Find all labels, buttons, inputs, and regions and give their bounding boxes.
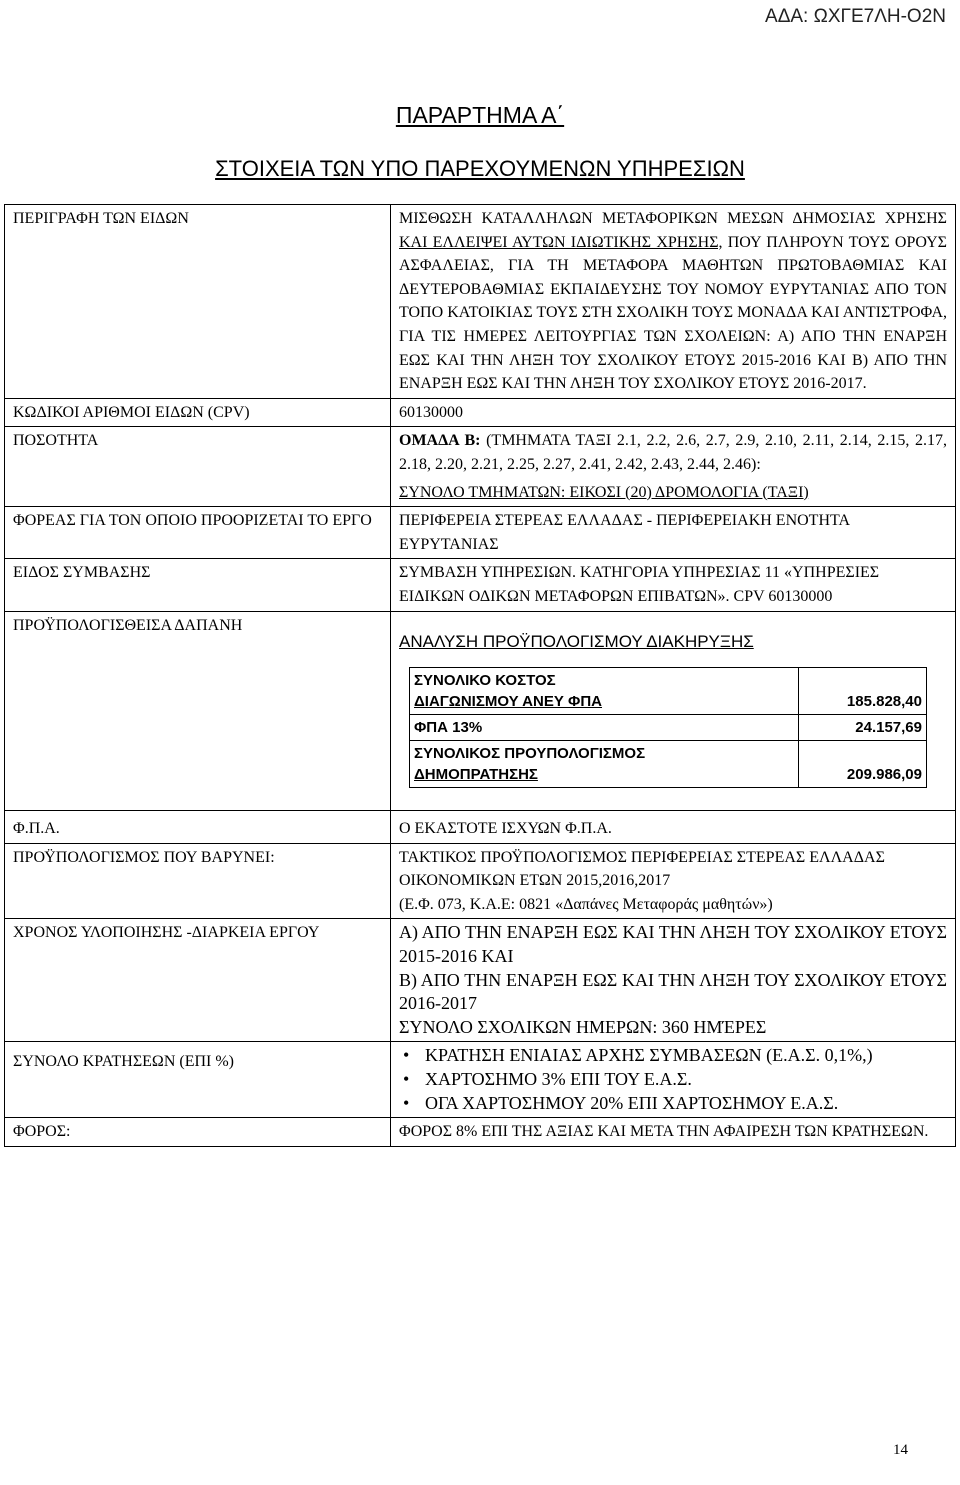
duration-a: Α) ΑΠΟ ΤΗΝ ΕΝΑΡΞΗ ΕΩΣ ΚΑΙ ΤΗΝ ΛΗΞΗ ΤΟΥ ΣΧΟΛΙΚΟΥ ΕΤΟΥΣ 2015-2016 ΚΑΙ — [399, 922, 947, 967]
budget-label: ΠΡΟΫΠΟΛΟΓΙΣΘΕΙΣΑ ΔΑΠΑΝΗ — [5, 611, 391, 811]
description-part3: ΠΟΥ ΠΛΗΡΟΥΝ ΤΟΥΣ ΟΡΟΥΣ ΑΣΦΑΛΕΙΑΣ, ΓΙΑ ΤΗ ΜΕΤΑΦΟΡΑ ΜΑΘΗΤΩΝ ΠΡΩΤΟΒΑΘΜΙΑΣ ΚΑΙ ΔΕΥΤΕΡΟΒΑΘΜΙΑΣ ΕΚΠΑΙΔΕΥΣΗΣ ΤΟΥ ΝΟΜΟΥ ΕΥΡΥΤΑΝΙΑΣ ΑΠΟ ΤΟΝ ΤΟΠΟ ΚΑΤΟΙΚΙΑΣ ΤΟΥΣ ΣΤΗ ΣΧΟΛΙΚΗ ΤΟΥΣ ΜΟΝΑΔΑ ΚΑΙ ΑΝΤΙΣΤΡΟΦΑ, ΓΙΑ ΤΙΣ ΗΜΕΡΕΣ ΛΕΙΤΟΥΡΓΙΑΣ ΤΩΝ ΣΧΟΛΕΙΩΝ: Α) ΑΠΟ ΤΗΝ ΕΝΑΡΞΗ ΕΩΣ ΚΑΙ ΤΗΝ ΛΗΞΗ ΤΟΥ ΣΧΟΛΙΚΟΥ ΕΤΟΥΣ 2015-2016 ΚΑΙ Β) ΑΠΟ ΤΗΝ ΕΝΑΡΞΗ ΕΩΣ ΚΑΙ ΤΗΝ ΛΗΞΗ ΤΟΥ ΣΧΟΛΙΚΟΥ ΕΤΟΥΣ 2016-2017. — [399, 233, 947, 393]
row-vat — [5, 811, 956, 844]
withholdings-value — [391, 1042, 956, 1118]
cost-net-label-1: ΣΥΝΟΛΙΚΟ ΚΟΣΤΟΣ — [414, 672, 556, 690]
row-description — [5, 205, 956, 399]
contract-value: ΣΥΜΒΑΣΗ ΥΠΗΡΕΣΙΩΝ. ΚΑΤΗΓΟΡΙΑ ΥΠΗΡΕΣΙΑΣ 11 «ΥΠΗΡΕΣΙΕΣ ΕΙΔΙΚΩΝ ΟΔΙΚΩΝ ΜΕΤΑΦΟΡΩΝ ΕΠΙΒΑΤΩΝ». CPV 60130000 — [391, 559, 956, 611]
cost-total-label-1: ΣΥΝΟΛΙΚΟΣ ΠΡΟΥΠΟΛΟΓΙΣΜΟΣ — [414, 745, 646, 763]
row-withholdings — [5, 1042, 956, 1118]
budget-value — [391, 611, 956, 811]
row-contract — [5, 559, 956, 611]
duration-label: ΧΡΟΝΟΣ ΥΛΟΠΟΙΗΣΗΣ -ΔΙΑΡΚΕΙΑ ΕΡΓΟΥ — [5, 919, 391, 1042]
row-cpv — [5, 398, 956, 427]
cost-row-vat — [410, 715, 927, 741]
row-duration — [5, 919, 956, 1042]
duration-value — [391, 919, 956, 1042]
ada-code: ΑΔΑ: ΩΧΓΕ7ΛΗ-Ο2Ν — [765, 6, 946, 27]
cost-total-label-2: ΔΗΜΟΠΡΑΤΗΣΗΣ — [414, 766, 538, 784]
body-label: ΦΟΡΕΑΣ ΓΙΑ ΤΟΝ ΟΠΟΙΟ ΠΡΟΟΡΙΖΕΤΑΙ ΤΟ ΕΡΓΟ — [5, 507, 391, 559]
duration-total: ΣΥΝΟΛΟ ΣΧΟΛΙΚΩΝ ΗΜΕΡΩΝ: 360 ΗΜΈΡΕΣ — [399, 1016, 767, 1037]
quantity-group: ΟΜΑΔΑ Β: — [399, 432, 481, 450]
page-number: 14 — [893, 1442, 908, 1458]
body-value: ΠΕΡΙΦΕΡΕΙΑ ΣΤΕΡΕΑΣ ΕΛΛΑΔΑΣ - ΠΕΡΙΦΕΡΕΙΑΚΗ ΕΝΟΤΗΤΑ ΕΥΡΥΤΑΝΙΑΣ — [391, 507, 956, 559]
cost-net-value: 185.828,40 — [799, 668, 927, 715]
annex-title: ΠΑΡΑΡΤΗΜΑ Α΄ — [395, 102, 565, 128]
charged-label: ΠΡΟΫΠΟΛΟΓΙΣΜΟΣ ΠΟΥ ΒΑΡΥΝΕΙ: — [5, 843, 391, 919]
row-tax — [5, 1118, 956, 1147]
quantity-text: (ΤΜΗΜΑΤΑ ΤΑΞΙ 2.1, 2.2, 2.6, 2.7, 2.9, 2.10, 2.11, 2.14, 2.15, 2.17, 2.18, 2.20, 2.21, 2.25, 2.27, 2.41, 2.42, 2.43, 2.44, 2.46): — [399, 432, 947, 473]
cost-net-label — [410, 668, 799, 715]
description-part1: ΜΙΣΘΩΣΗ ΚΑΤΑΛΛΗΛΩΝ ΜΕΤΑΦΟΡΙΚΩΝ ΜΕΣΩΝ ΔΗΜΟΣΙΑΣ ΧΡΗΣΗΣ — [399, 210, 947, 227]
withholding-item: • ΧΑΡΤΟΣΗΜΟ 3% ΕΠΙ ΤΟΥ Ε.Α.Σ. — [421, 1068, 947, 1092]
annex-subtitle: ΣΤΟΙΧΕΙΑ ΤΩΝ ΥΠΟ ΠΑΡΕΧΟΥΜΕΝΩΝ ΥΠΗΡΕΣΙΩΝ — [215, 156, 745, 181]
cost-net-label-2: ΔΙΑΓΩΝΙΣΜΟΥ ΑΝΕΥ ΦΠΑ — [414, 693, 603, 711]
cpv-label: ΚΩΔΙΚΟΙ ΑΡΙΘΜΟΙ ΕΙΔΩΝ (CPV) — [5, 398, 391, 427]
row-body — [5, 507, 956, 559]
description-label: ΠΕΡΙΓΡΑΦΗ ΤΩΝ ΕΙΔΩΝ — [5, 205, 391, 399]
quantity-value — [391, 427, 956, 507]
tax-value: ΦΟΡΟΣ 8% ΕΠΙ ΤΗΣ ΑΞΙΑΣ ΚΑΙ ΜΕΤΑ ΤΗΝ ΑΦΑΙΡΕΣΗ ΤΩΝ ΚΡΑΤΗΣΕΩΝ. — [391, 1118, 956, 1147]
quantity-total: ΣΥΝΟΛΟ ΤΜΗΜΑΤΩΝ: ΕΙΚΟΣΙ (20) ΔΡΟΜΟΛΟΓΙΑ (ΤΑΞΙ) — [399, 483, 809, 501]
row-budget — [5, 611, 956, 811]
vat-value: Ο ΕΚΑΣΤΟΤΕ ΙΣΧΥΩΝ Φ.Π.Α. — [391, 811, 956, 844]
cost-total-label — [410, 741, 799, 788]
vat-label: Φ.Π.Α. — [5, 811, 391, 844]
cost-row-net — [410, 668, 927, 715]
charged-value-2: (Ε.Φ. 073, Κ.Α.Ε: 0821 «Δαπάνες Μεταφοράς μαθητών») — [399, 895, 773, 913]
charged-value — [391, 843, 956, 919]
charged-value-1: ΤΑΚΤΙΚΟΣ ΠΡΟΫΠΟΛΟΓΙΣΜΟΣ ΠΕΡΙΦΕΡΕΙΑΣ ΣΤΕΡΕΑΣ ΕΛΛΑΔΑΣ ΟΙΚΟΝΟΜΙΚΩΝ ΕΤΩΝ 2015,2016,2017 — [399, 848, 885, 890]
cost-total-value: 209.986,09 — [799, 741, 927, 788]
duration-b: Β) ΑΠΟ ΤΗΝ ΕΝΑΡΞΗ ΕΩΣ ΚΑΙ ΤΗΝ ΛΗΞΗ ΤΟΥ ΣΧΟΛΙΚΟΥ ΕΤΟΥΣ 2016-2017 — [399, 969, 947, 1014]
contract-label: ΕΙΔΟΣ ΣΥΜΒΑΣΗΣ — [5, 559, 391, 611]
withholdings-label: ΣΥΝΟΛΟ ΚΡΑΤΗΣΕΩΝ (ΕΠΙ %) — [5, 1042, 391, 1118]
description-value — [391, 205, 956, 399]
services-table — [4, 204, 956, 1147]
cost-row-total — [410, 741, 927, 788]
tax-label: ΦΟΡΟΣ: — [5, 1118, 391, 1147]
quantity-label: ΠΟΣΟΤΗΤΑ — [5, 427, 391, 507]
cost-vat-label: ΦΠΑ 13% — [410, 715, 799, 741]
withholding-item: • ΚΡΑΤΗΣΗ ΕΝΙΑΙΑΣ ΑΡΧΗΣ ΣΥΜΒΑΣΕΩΝ (Ε.Α.Σ. 0,1%,) — [421, 1044, 947, 1068]
row-quantity — [5, 427, 956, 507]
cost-table — [409, 667, 927, 788]
withholdings-list — [399, 1044, 947, 1115]
budget-heading: ΑΝΑΛΥΣΗ ΠΡΟΫΠΟΛΟΓΙΣΜΟΥ ΔΙΑΚΗΡΥΞΗΣ — [399, 631, 754, 651]
withholding-item: • ΟΓΑ ΧΑΡΤΟΣΗΜΟΥ 20% ΕΠΙ ΧΑΡΤΟΣΗΜΟΥ Ε.Α.Σ. — [421, 1092, 947, 1116]
cpv-value: 60130000 — [391, 398, 956, 427]
row-charged — [5, 843, 956, 919]
description-part2: ΚΑΙ ΕΛΛΕΙΨΕΙ ΑΥΤΩΝ ΙΔΙΩΤΙΚΗΣ ΧΡΗΣΗΣ, — [399, 233, 723, 251]
cost-vat-value: 24.157,69 — [799, 715, 927, 741]
